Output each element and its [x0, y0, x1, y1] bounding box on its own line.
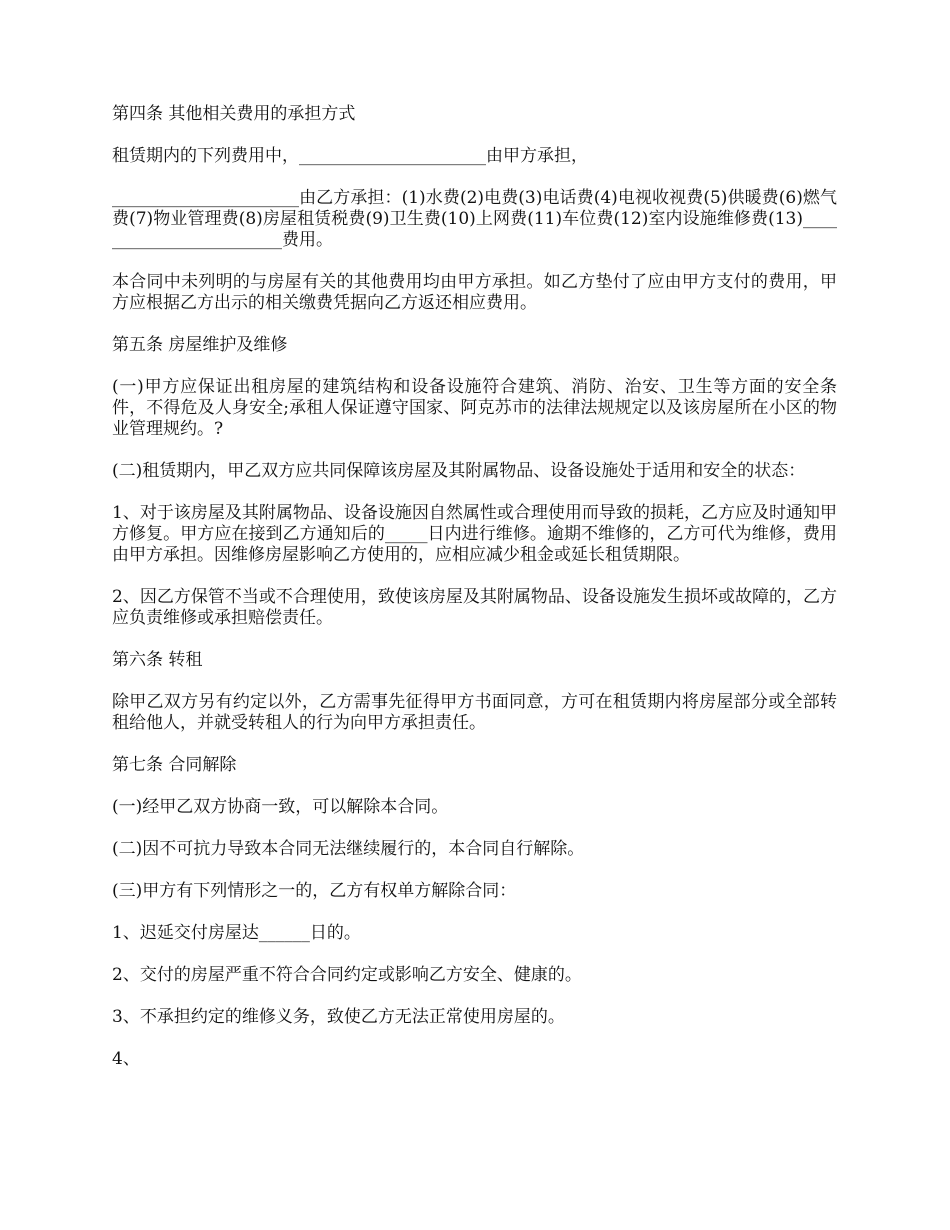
article-6-heading: 第六条 转租	[112, 650, 203, 670]
article-4-paragraph-2: ______________________由乙方承担：(1)水费(2)电费(3)电话费(4)电视收视费(5)供暖费(6)燃气费(7)物业管理费(8)房屋租赁税费(9)卫生费(10)上网费(11)车位费(12)室内设施维修费(13)________________________费用。	[112, 188, 837, 250]
article-5-heading: 第五条 房屋维护及维修	[112, 335, 288, 355]
article-5-paragraph-2: (二)租赁期内，甲乙双方应共同保障该房屋及其附属物品、设备设施处于适用和安全的状态：	[112, 461, 806, 481]
article-6-paragraph-1: 除甲乙双方另有约定以外，乙方需事先征得甲方书面同意，方可在租赁期内将房屋部分或全部转租给他人，并就受转租人的行为向甲方承担责任。	[112, 692, 837, 733]
article-4-heading: 第四条 其他相关费用的承担方式	[112, 104, 356, 124]
article-7-paragraph-6: 3、不承担约定的维修义务，致使乙方无法正常使用房屋的。	[112, 1007, 565, 1027]
article-7-paragraph-1: (一)经甲乙双方协商一致，可以解除本合同。	[112, 797, 449, 817]
article-7-paragraph-3: (三)甲方有下列情形之一的，乙方有权单方解除合同：	[112, 881, 517, 901]
article-5-paragraph-3: 1、对于该房屋及其附属物品、设备设施因自然属性或合理使用而导致的损耗，乙方应及时通知甲方修复。甲方应在接到乙方通知后的_____日内进行维修。逾期不维修的，乙方可代为维修，费用由甲方承担。因维修房屋影响乙方使用的，应相应减少租金或延长租赁期限。	[112, 503, 837, 565]
article-5-paragraph-4: 2、因乙方保管不当或不合理使用，致使该房屋及其附属物品、设备设施发生损坏或故障的，乙方应负责维修或承担赔偿责任。	[112, 587, 837, 628]
article-5-paragraph-1: (一)甲方应保证出租房屋的建筑结构和设备设施符合建筑、消防、治安、卫生等方面的安全条件，不得危及人身安全;承租人保证遵守国家、阿克苏市的法律法规规定以及该房屋所在小区的物业管理规约。?	[112, 377, 837, 439]
article-7-paragraph-5: 2、交付的房屋严重不符合合同约定或影响乙方安全、健康的。	[112, 965, 582, 985]
article-7-paragraph-4: 1、迟延交付房屋达______日的。	[112, 923, 361, 943]
document-page	[112, 104, 837, 1091]
article-4-paragraph-3: 本合同中未列明的与房屋有关的其他费用均由甲方承担。如乙方垫付了应由甲方支付的费用，甲方应根据乙方出示的相关缴费凭据向乙方返还相应费用。	[112, 272, 837, 313]
article-4-paragraph-1: 租赁期内的下列费用中，______________________由甲方承担，	[112, 146, 588, 166]
article-7-paragraph-2: (二)因不可抗力导致本合同无法继续履行的，本合同自行解除。	[112, 839, 585, 859]
article-7-heading: 第七条 合同解除	[112, 755, 237, 775]
article-7-paragraph-7: 4、	[112, 1049, 140, 1069]
